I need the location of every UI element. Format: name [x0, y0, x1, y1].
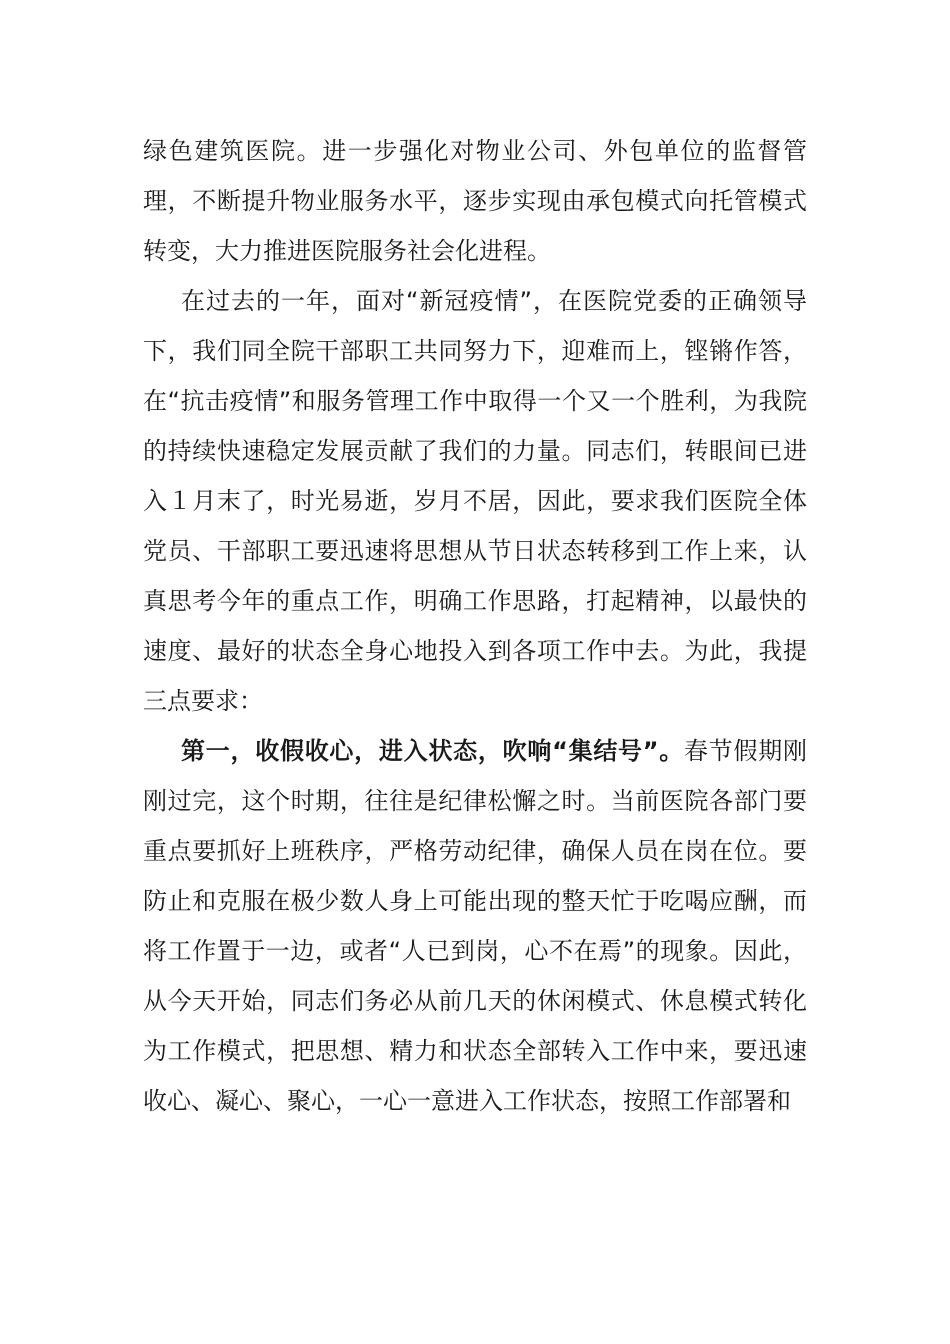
paragraph-heading: 第一，收假收心，进入状态，吹响“集结号”。	[181, 737, 685, 765]
paragraph-first-requirement	[143, 726, 807, 1126]
paragraph-text: 绿色建筑医院。进一步强化对物业公司、外包单位的监督管理，不断提升物业服务水平，逐步实现由承包模式向托管模式转变，大力推进医院服务社会化进程。	[143, 137, 807, 265]
document-page	[143, 126, 807, 1126]
paragraph-text: 在过去的一年，面对“新冠疫情”，在医院党委的正确领导下，我们同全院干部职工共同努力下，迎难而上，铿锵作答，在“抗击疫情”和服务管理工作中取得一个又一个胜利，为我院的持续快速稳定发展贡献了我们的力量。同志们，转眼间已进入１月末了，时光易逝，岁月不居，因此，要求我们医院全体党员、干部职工要迅速将思想从节日状态转移到工作上来，认真思考今年的重点工作，明确工作思路，打起精神，以最快的速度、最好的状态全身心地投入到各项工作中去。为此，我提三点要求：	[143, 287, 807, 715]
paragraph-text: 春节假期刚刚过完，这个时期，往往是纪律松懈之时。当前医院各部门要重点要抓好上班秩序，严格劳动纪律，确保人员在岗在位。要防止和克服在极少数人身上可能出现的整天忙于吃喝应酬，而将工作置于一边，或者“人已到岗，心不在焉”的现象。因此，从今天开始，同志们务必从前几天的休闲模式、休息模式转化为工作模式，把思想、精力和状态全部转入工作中来，要迅速收心、凝心、聚心，一心一意进入工作状态，按照工作部署和	[143, 737, 807, 1115]
paragraph-review	[143, 276, 807, 726]
paragraph-continuation	[143, 126, 807, 276]
